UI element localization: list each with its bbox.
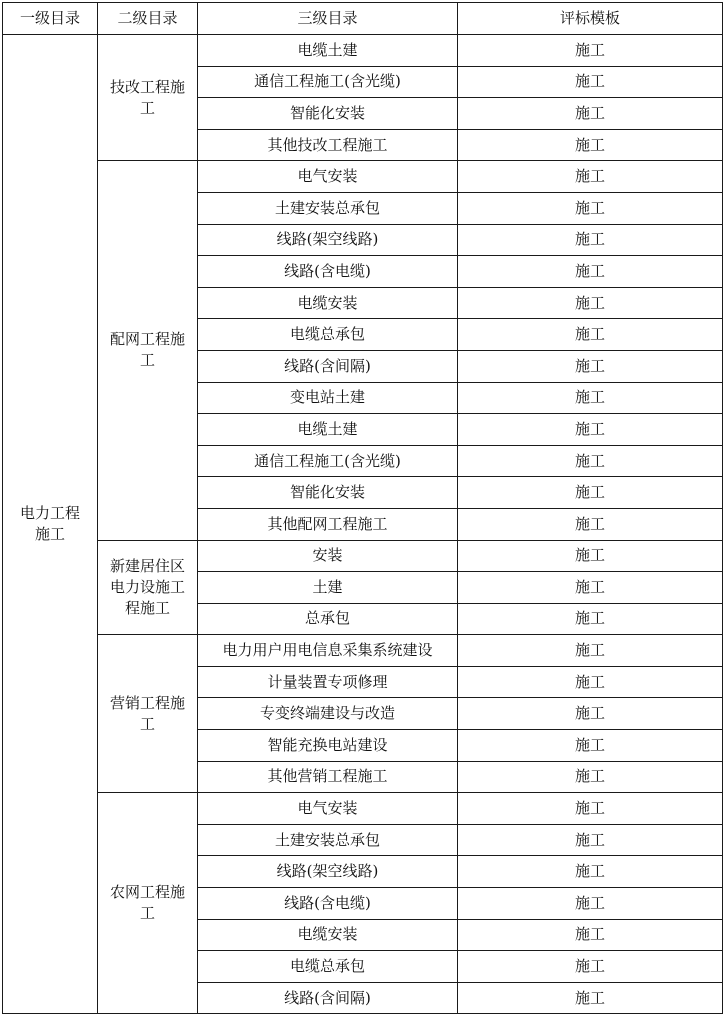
level3-cell: 线路(含间隔) [198, 982, 458, 1014]
level2-cell [98, 161, 198, 540]
level3-cell: 线路(含电缆) [198, 888, 458, 920]
level3-cell: 电气安装 [198, 793, 458, 825]
level3-cell: 线路(架空线路) [198, 856, 458, 888]
level3-cell: 变电站土建 [198, 382, 458, 414]
level3-cell: 通信工程施工(含光缆) [198, 66, 458, 98]
template-cell: 施工 [458, 161, 723, 193]
level3-cell: 其他配网工程施工 [198, 508, 458, 540]
table-row [3, 161, 723, 193]
template-cell: 施工 [458, 477, 723, 509]
level3-cell: 电缆总承包 [198, 951, 458, 983]
table-row [3, 635, 723, 667]
level3-cell: 线路(含电缆) [198, 256, 458, 288]
template-cell: 施工 [458, 572, 723, 604]
catalog-table [2, 2, 723, 1014]
level2-label: 技改工程施工 [110, 77, 186, 117]
header-template: 评标模板 [458, 3, 723, 35]
level3-cell: 线路(架空线路) [198, 224, 458, 256]
template-cell: 施工 [458, 540, 723, 572]
table-header [3, 3, 723, 35]
template-cell: 施工 [458, 761, 723, 793]
level3-cell: 土建安装总承包 [198, 192, 458, 224]
level3-cell: 电气安装 [198, 161, 458, 193]
template-cell: 施工 [458, 382, 723, 414]
level2-cell [98, 635, 198, 793]
level2-cell [98, 35, 198, 161]
level3-cell: 电缆总承包 [198, 319, 458, 351]
template-cell: 施工 [458, 35, 723, 67]
level2-label: 营销工程施工 [110, 693, 186, 733]
level3-cell: 智能充换电站建设 [198, 730, 458, 762]
table-row [3, 35, 723, 67]
template-cell: 施工 [458, 66, 723, 98]
level3-cell: 电缆安装 [198, 919, 458, 951]
level3-cell: 线路(含间隔) [198, 350, 458, 382]
template-cell: 施工 [458, 350, 723, 382]
level2-label: 农网工程施工 [110, 883, 186, 923]
level2-cell [98, 540, 198, 635]
template-cell: 施工 [458, 793, 723, 825]
template-cell: 施工 [458, 666, 723, 698]
level3-cell: 通信工程施工(含光缆) [198, 445, 458, 477]
template-cell: 施工 [458, 508, 723, 540]
template-cell: 施工 [458, 919, 723, 951]
level2-label: 新建居住区电力设施工程施工 [110, 556, 186, 617]
level3-cell: 电力用户用电信息采集系统建设 [198, 635, 458, 667]
level1-label: 电力工程施工 [19, 504, 80, 544]
template-cell: 施工 [458, 982, 723, 1014]
template-cell: 施工 [458, 256, 723, 288]
template-cell: 施工 [458, 888, 723, 920]
header-level2: 二级目录 [98, 3, 198, 35]
level3-cell: 电缆土建 [198, 414, 458, 446]
template-cell: 施工 [458, 224, 723, 256]
template-cell: 施工 [458, 951, 723, 983]
template-cell: 施工 [458, 824, 723, 856]
level3-cell: 土建安装总承包 [198, 824, 458, 856]
template-cell: 施工 [458, 698, 723, 730]
level3-cell: 智能化安装 [198, 477, 458, 509]
header-level1: 一级目录 [3, 3, 98, 35]
level3-cell: 其他技改工程施工 [198, 129, 458, 161]
header-row [3, 3, 723, 35]
level2-cell [98, 793, 198, 1014]
template-cell: 施工 [458, 319, 723, 351]
template-cell: 施工 [458, 603, 723, 635]
table-row [3, 540, 723, 572]
template-cell: 施工 [458, 414, 723, 446]
template-cell: 施工 [458, 730, 723, 762]
template-cell: 施工 [458, 287, 723, 319]
level3-cell: 计量装置专项修理 [198, 666, 458, 698]
level3-cell: 专变终端建设与改造 [198, 698, 458, 730]
template-cell: 施工 [458, 856, 723, 888]
level1-cell [3, 35, 98, 1014]
template-cell: 施工 [458, 192, 723, 224]
header-level3: 三级目录 [198, 3, 458, 35]
template-cell: 施工 [458, 98, 723, 130]
level3-cell: 其他营销工程施工 [198, 761, 458, 793]
template-cell: 施工 [458, 129, 723, 161]
level2-label: 配网工程施工 [110, 330, 186, 370]
table-row [3, 793, 723, 825]
level3-cell: 电缆土建 [198, 35, 458, 67]
level3-cell: 土建 [198, 572, 458, 604]
level3-cell: 总承包 [198, 603, 458, 635]
level3-cell: 电缆安装 [198, 287, 458, 319]
level3-cell: 智能化安装 [198, 98, 458, 130]
level3-cell: 安装 [198, 540, 458, 572]
table-body [3, 35, 723, 1014]
template-cell: 施工 [458, 445, 723, 477]
template-cell: 施工 [458, 635, 723, 667]
